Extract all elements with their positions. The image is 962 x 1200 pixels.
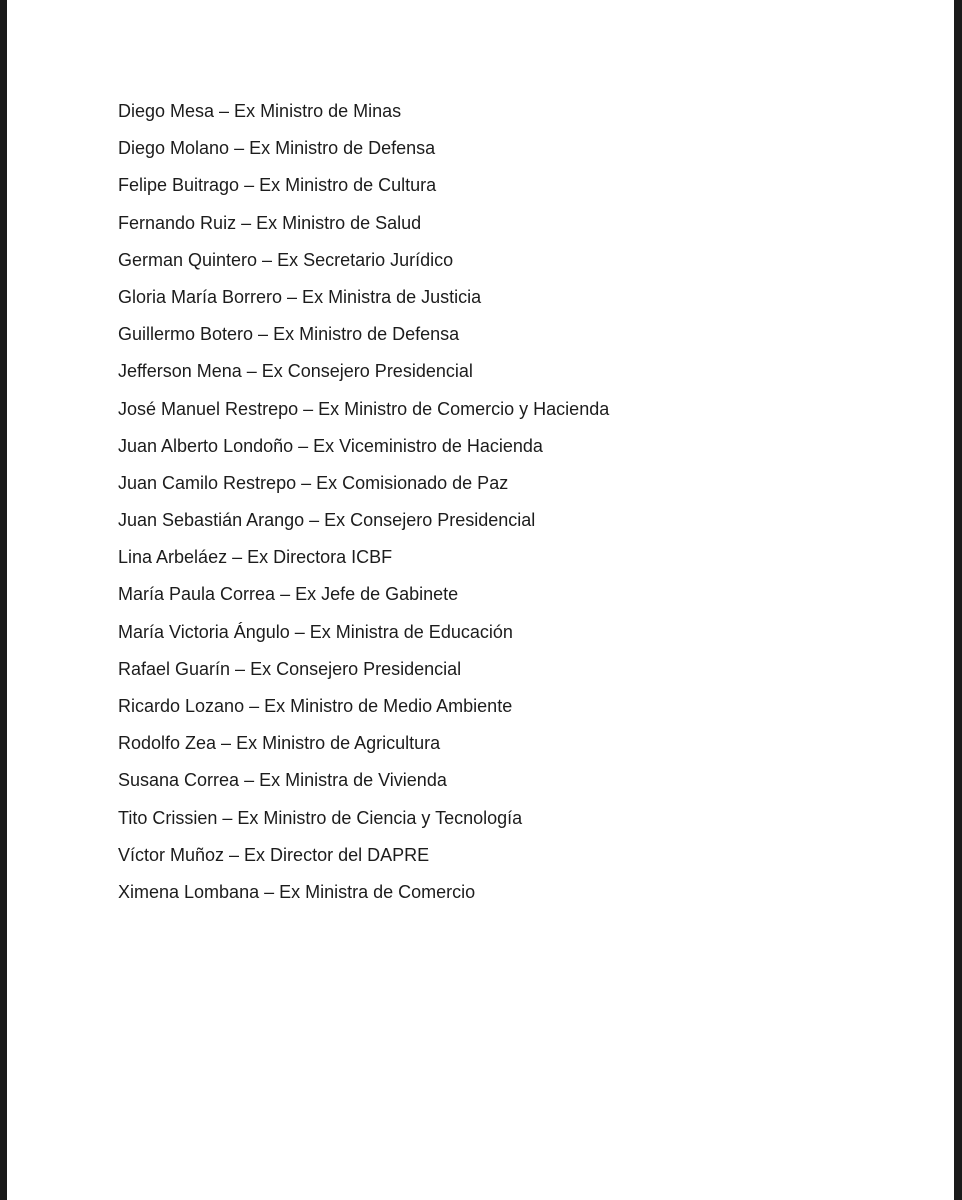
list-item: Fernando Ruiz – Ex Ministro de Salud	[118, 212, 422, 233]
list-item: Jefferson Mena – Ex Consejero Presidencial	[118, 361, 473, 382]
list-item: Felipe Buitrago – Ex Ministro de Cultura	[118, 175, 437, 196]
list-item: Ricardo Lozano – Ex Ministro de Medio Ambiente	[118, 696, 513, 716]
officials-list	[118, 96, 609, 914]
list-item: Diego Molano – Ex Ministro de Defensa	[118, 138, 436, 159]
list-item: Rafael Guarín – Ex Consejero Presidencial	[118, 658, 462, 679]
list-item: Juan Alberto Londoño – Ex Viceministro de Hacienda	[118, 435, 543, 456]
list-item: Juan Camilo Restrepo – Ex Comisionado de Paz	[118, 472, 509, 493]
list-item: María Victoria Ángulo – Ex Ministra de Educación	[118, 621, 513, 642]
list-item: Ximena Lombana – Ex Ministra de Comercio	[118, 881, 476, 902]
list-item: Guillermo Botero – Ex Ministro de Defensa	[118, 324, 460, 345]
list-item: Tito Crissien – Ex Ministro de Ciencia y Tecnología	[118, 807, 523, 828]
list-item: German Quintero – Ex Secretario Jurídico	[118, 249, 454, 270]
list-item: María Paula Correa – Ex Jefe de Gabinete	[118, 584, 459, 605]
left-border	[0, 0, 7, 1200]
document-page	[7, 0, 954, 1200]
list-item: Gloria María Borrero – Ex Ministra de Justicia	[118, 286, 482, 307]
list-item: José Manuel Restrepo – Ex Ministro de Comercio y Hacienda	[118, 398, 610, 419]
list-item: Diego Mesa – Ex Ministro de Minas	[118, 101, 402, 121]
list-item: Rodolfo Zea – Ex Ministro de Agricultura	[118, 733, 441, 754]
list-item: Lina Arbeláez – Ex Directora ICBF	[118, 547, 393, 568]
list-item: Susana Correa – Ex Ministra de Vivienda	[118, 770, 447, 791]
right-border	[954, 0, 962, 1200]
list-item: Juan Sebastián Arango – Ex Consejero Presidencial	[118, 510, 536, 531]
list-item: Víctor Muñoz – Ex Director del DAPRE	[118, 844, 430, 865]
